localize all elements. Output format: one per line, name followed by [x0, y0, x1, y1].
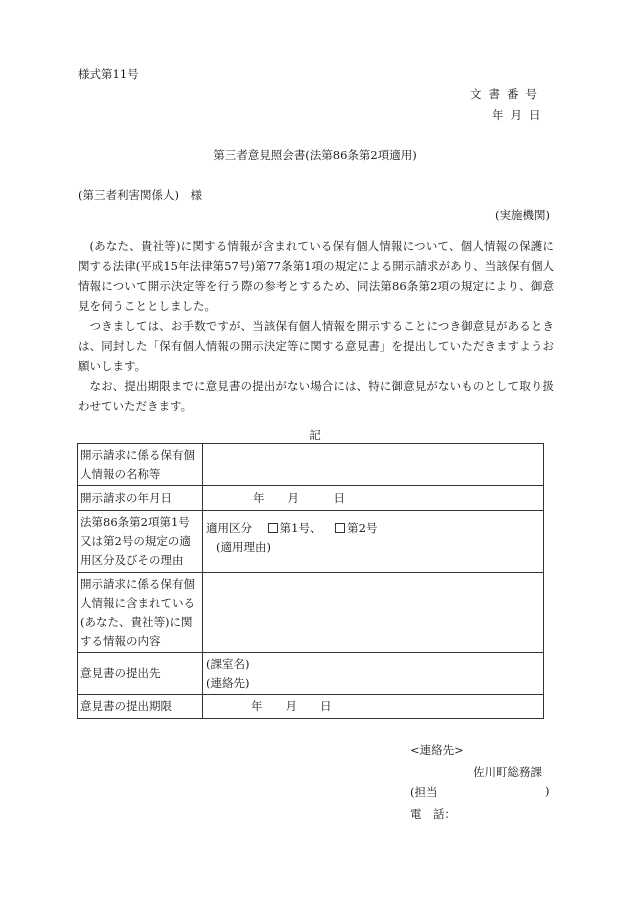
body-paragraph-3: なお、提出期限までに意見書の提出がない場合には、特に御意見がないものとして取り扱わせていただきます。 [78, 379, 554, 413]
row-label-info-content: 開示請求に係る保有個人情報に含まれている(あなた、貴社等)に関する情報の内容 [78, 573, 203, 653]
info-content-field[interactable] [203, 573, 544, 653]
request-date-field[interactable] [203, 486, 544, 511]
option-item1-label: 第1号、 [279, 521, 322, 535]
table-row [78, 653, 544, 695]
addressee: (第三者利害関係人) 様 [78, 188, 202, 202]
option-item2-label: 第2号 [347, 521, 378, 535]
table-row [78, 695, 544, 719]
table-row [78, 444, 544, 486]
info-name-field[interactable] [203, 444, 544, 486]
body-paragraph-2: つきましては、お手数ですが、当該保有個人情報を開示することにつき御意見があるときは、同封した「保有個人情報の開示決定等に関する意見書」を提出していただきますようお願いします。 [78, 319, 554, 373]
contact-label-cell: (連絡先) [206, 675, 250, 690]
contact-person-close: ) [545, 784, 550, 798]
body-paragraph-1: (あなた、貴社等)に関する情報が含まれている保有個人情報について、個人情報の保護に関する法律(平成15年法律第57号)第77条第1項の規定による開示請求があり、当該保有個人情報について開示決定等を行う際の参考とするため、同法第86条第2項の規定により、御意見を伺うこととしました。 [78, 239, 554, 313]
request-date-value: 年 月 日 [253, 490, 345, 505]
deadline-value: 年 月 日 [251, 699, 332, 713]
deadline-field[interactable] [203, 695, 544, 719]
checkbox-item1[interactable] [268, 523, 278, 533]
ki-heading: 記 [309, 428, 321, 442]
details-table [77, 443, 544, 719]
table-row [78, 573, 544, 653]
form-number: 様式第11号 [78, 67, 139, 81]
row-label-submission-dest: 意見書の提出先 [78, 653, 203, 695]
reason-label: (適用理由) [216, 540, 271, 554]
category-label: 適用区分 [206, 521, 252, 535]
table-row [78, 511, 544, 573]
row-label-category: 法第86条第2項第1号又は第2号の規定の適用区分及びその理由 [78, 511, 203, 573]
contact-person: (担当 [410, 785, 438, 799]
category-field [203, 511, 544, 573]
contact-heading: <連絡先> [410, 743, 464, 757]
issuing-agency: (実施機関) [495, 208, 550, 222]
letter-body [78, 236, 554, 416]
submission-dest-field[interactable] [203, 653, 544, 695]
table-row [78, 486, 544, 511]
contact-phone: 電 話： [410, 807, 456, 821]
row-label-request-date: 開示請求の年月日 [78, 486, 203, 511]
document-number-label: 文書番号 [470, 87, 544, 101]
row-label-info-name: 開示請求に係る保有個人情報の名称等 [78, 444, 203, 486]
contact-department: 佐川町総務課 [473, 765, 542, 779]
date-label: 年月日 [492, 108, 548, 122]
document-title: 第三者意見照会書(法第86条第2項適用) [213, 148, 417, 162]
dept-label: (課室名) [206, 656, 250, 671]
row-label-deadline: 意見書の提出期限 [78, 695, 203, 719]
checkbox-item2[interactable] [335, 523, 345, 533]
